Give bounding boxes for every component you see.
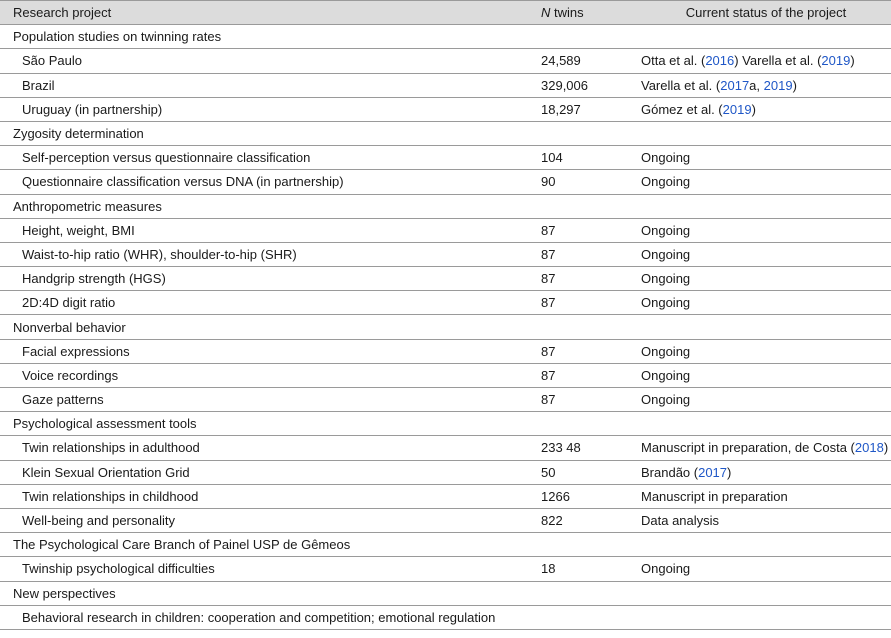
n-twins-cell: 87 [541, 218, 641, 242]
section-row [0, 25, 891, 49]
table-row [0, 508, 891, 532]
status-cell [641, 73, 891, 97]
status-cell [641, 460, 891, 484]
status-cell [641, 363, 891, 387]
section-title: The Psychological Care Branch of Painel USP de Gêmeos [0, 533, 891, 557]
table-row [0, 49, 891, 73]
section-row [0, 315, 891, 339]
header-n-italic: N [541, 5, 551, 21]
table-row [0, 73, 891, 97]
section-title: Nonverbal behavior [0, 315, 891, 339]
status-text: Ongoing [641, 367, 691, 383]
status-cell [641, 218, 891, 242]
section-row [0, 121, 891, 145]
section-title: New perspectives [0, 581, 891, 605]
table-row [0, 557, 891, 581]
status-cell [641, 146, 891, 170]
project-name-cell: Brazil [0, 73, 541, 97]
project-name-cell: Behavioral research in children: cooperation and competition; emotional regulation [0, 605, 541, 629]
status-text: Ongoing [641, 222, 691, 238]
table-row [0, 291, 891, 315]
project-name-cell: Waist-to-hip ratio (WHR), shoulder-to-hip (SHR) [0, 242, 541, 266]
header-research-project: Research project [0, 1, 541, 25]
citation-year-link[interactable]: 2019 [722, 101, 752, 117]
status-cell [641, 484, 891, 508]
status-text: Ongoing [641, 150, 691, 166]
project-name-cell: Questionnaire classification versus DNA (in partnership) [0, 170, 541, 194]
project-name-cell: Twin relationships in childhood [0, 484, 541, 508]
project-name-cell: Gaze patterns [0, 388, 541, 412]
n-twins-cell: 822 [541, 508, 641, 532]
status-text: Ongoing [641, 246, 691, 262]
table-row [0, 267, 891, 291]
status-text: ) [751, 101, 756, 117]
status-text: Otta et al. ( [641, 53, 706, 69]
status-text: Ongoing [641, 392, 691, 408]
status-text: ) [727, 464, 732, 480]
table-row [0, 146, 891, 170]
status-text: Ongoing [641, 343, 691, 359]
status-cell [641, 388, 891, 412]
status-text: ) [850, 53, 855, 69]
status-cell [641, 267, 891, 291]
n-twins-cell: 1266 [541, 484, 641, 508]
n-twins-cell: 329,006 [541, 73, 641, 97]
status-cell [641, 97, 891, 121]
status-text: a, [749, 77, 764, 93]
project-name-cell: Facial expressions [0, 339, 541, 363]
table-row [0, 388, 891, 412]
section-row [0, 194, 891, 218]
status-text: ) [792, 77, 797, 93]
status-cell [641, 605, 891, 629]
project-name-cell: Twinship psychological difficulties [0, 557, 541, 581]
table-row [0, 363, 891, 387]
table-row [0, 484, 891, 508]
section-row [0, 581, 891, 605]
status-cell [641, 508, 891, 532]
table-row [0, 218, 891, 242]
status-text: Ongoing [641, 561, 691, 577]
n-twins-cell: 104 [541, 146, 641, 170]
citation-year-link[interactable]: 2019 [763, 77, 793, 93]
project-name-cell: Self-perception versus questionnaire classification [0, 146, 541, 170]
section-title: Psychological assessment tools [0, 412, 891, 436]
status-text: Varella et al. ( [641, 77, 721, 93]
n-twins-cell: 18,297 [541, 97, 641, 121]
status-text: ) Varella et al. ( [734, 53, 822, 69]
citation-year-link[interactable]: 2017 [698, 464, 728, 480]
header-current-status: Current status of the project [641, 1, 891, 25]
n-twins-cell [541, 605, 641, 629]
citation-year-link[interactable]: 2017 [720, 77, 750, 93]
section-title: Anthropometric measures [0, 194, 891, 218]
table-header-row [0, 1, 891, 25]
n-twins-cell: 233 48 [541, 436, 641, 460]
section-title: Zygosity determination [0, 121, 891, 145]
n-twins-cell: 87 [541, 388, 641, 412]
header-n-rest: twins [550, 5, 584, 21]
status-text: Ongoing [641, 295, 691, 311]
table-row [0, 436, 891, 460]
project-name-cell: Well-being and personality [0, 508, 541, 532]
table-row [0, 242, 891, 266]
table-row [0, 605, 891, 629]
n-twins-cell: 87 [541, 267, 641, 291]
status-cell [641, 557, 891, 581]
n-twins-cell: 87 [541, 339, 641, 363]
status-text: Brandão ( [641, 464, 699, 480]
project-name-cell: Handgrip strength (HGS) [0, 267, 541, 291]
status-text: Manuscript in preparation [641, 488, 788, 504]
section-row [0, 533, 891, 557]
status-cell [641, 242, 891, 266]
project-name-cell: Klein Sexual Orientation Grid [0, 460, 541, 484]
n-twins-cell: 18 [541, 557, 641, 581]
status-cell [641, 436, 891, 460]
section-title: Population studies on twinning rates [0, 25, 891, 49]
header-n-twins [541, 1, 641, 25]
citation-year-link[interactable]: 2016 [705, 53, 735, 69]
n-twins-cell: 50 [541, 460, 641, 484]
section-row [0, 412, 891, 436]
status-text: Ongoing [641, 271, 691, 287]
project-name-cell: 2D:4D digit ratio [0, 291, 541, 315]
status-text: Manuscript in preparation, de Costa ( [641, 440, 855, 456]
project-name-cell: Twin relationships in adulthood [0, 436, 541, 460]
n-twins-cell: 87 [541, 291, 641, 315]
project-name-cell: Voice recordings [0, 363, 541, 387]
status-text: Data analysis [641, 513, 720, 529]
status-text: ) [883, 440, 889, 456]
table-row [0, 339, 891, 363]
n-twins-cell: 24,589 [541, 49, 641, 73]
table-row [0, 460, 891, 484]
project-name-cell: Uruguay (in partnership) [0, 97, 541, 121]
table-row [0, 170, 891, 194]
citation-year-link[interactable]: 2019 [821, 53, 851, 69]
citation-year-link[interactable]: 2018 [854, 440, 884, 456]
n-twins-cell: 87 [541, 242, 641, 266]
project-name-cell: São Paulo [0, 49, 541, 73]
status-text: Ongoing [641, 174, 691, 190]
table-row [0, 97, 891, 121]
status-cell [641, 291, 891, 315]
n-twins-cell: 87 [541, 363, 641, 387]
status-text: Gómez et al. ( [641, 101, 723, 117]
status-cell [641, 170, 891, 194]
status-cell [641, 339, 891, 363]
project-name-cell: Height, weight, BMI [0, 218, 541, 242]
status-cell [641, 49, 891, 73]
n-twins-cell: 90 [541, 170, 641, 194]
table-body [0, 25, 891, 630]
